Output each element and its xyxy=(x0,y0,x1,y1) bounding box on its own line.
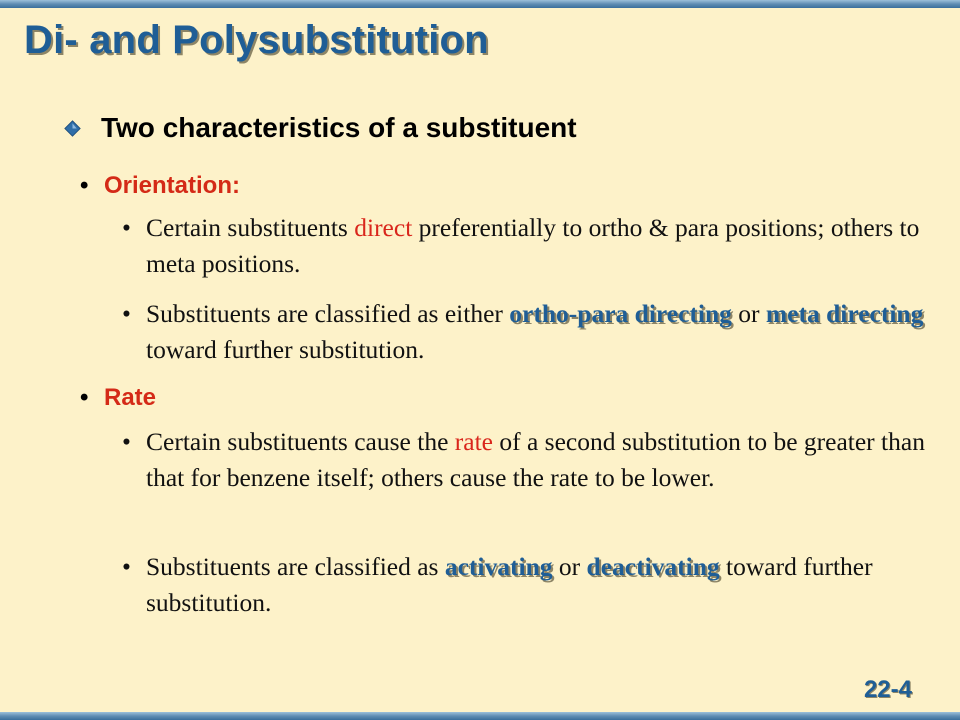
text-run: or xyxy=(552,552,587,581)
bullet-dot: • xyxy=(122,213,131,242)
orientation-item-2-text xyxy=(122,296,934,368)
bullet-dot: • xyxy=(122,427,131,456)
rate-heading: Rate xyxy=(104,384,157,411)
highlight-rate: rate xyxy=(454,427,493,456)
orientation-item-1-text xyxy=(122,210,934,282)
term-activating: activating xyxy=(444,552,553,581)
bullet-dot: • xyxy=(80,384,89,411)
diamond-bullet-icon xyxy=(64,120,81,137)
text-run: toward further substitution. xyxy=(146,335,425,364)
top-border-band xyxy=(0,0,960,8)
text-run: toward further substitution. xyxy=(146,552,873,617)
term-ortho-para-directing: ortho-para directing xyxy=(509,299,732,328)
text-run: Substituents are classified as xyxy=(146,552,445,581)
bullet-level1 xyxy=(64,112,577,144)
slide-title: Di- and Polysubstitution xyxy=(24,18,489,62)
bullet-dot: • xyxy=(122,299,131,328)
orientation-heading: Orientation: xyxy=(104,172,240,199)
bullet-level1-text: Two characteristics of a substituent xyxy=(101,112,577,143)
orientation-item-2 xyxy=(122,296,934,368)
term-meta-directing: meta directing xyxy=(765,299,924,328)
rate-item-1-text xyxy=(122,424,934,496)
term-deactivating: deactivating xyxy=(586,552,720,581)
text-run: Certain substituents xyxy=(146,213,355,242)
bullet-dot: • xyxy=(122,552,131,581)
highlight-direct: direct xyxy=(354,213,413,242)
text-run: or xyxy=(731,299,766,328)
bottom-border-band xyxy=(0,712,960,720)
rate-item-2 xyxy=(122,549,934,621)
orientation-item-1 xyxy=(122,210,934,282)
rate-heading-item xyxy=(80,384,156,412)
bullet-dot: • xyxy=(80,172,89,199)
page-number: 22-4 xyxy=(863,676,912,703)
rate-item-1 xyxy=(122,424,934,496)
orientation-heading-item xyxy=(80,172,240,200)
text-run: Substituents are classified as either xyxy=(146,299,510,328)
rate-item-2-text xyxy=(122,549,934,621)
text-run: of a second substitution to be greater than that for benzene itself; others cause the rate to be lower. xyxy=(146,427,925,492)
text-run: preferentially to ortho & para positions; others to meta positions. xyxy=(146,213,920,278)
text-run: Certain substituents cause the xyxy=(146,427,455,456)
